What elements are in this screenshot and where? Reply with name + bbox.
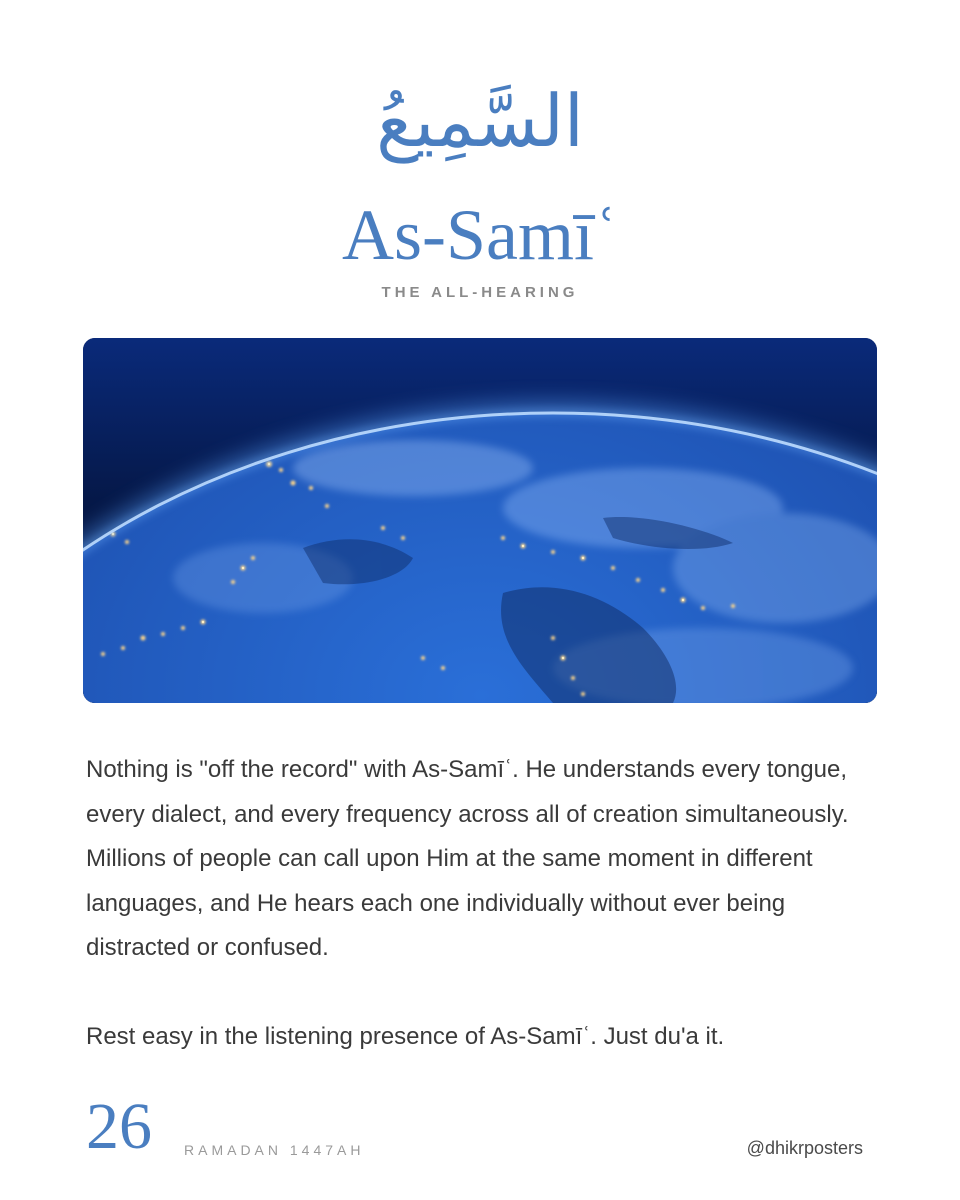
subtitle: THE ALL-HEARING <box>381 284 579 301</box>
latin-name: As-Samīʿ <box>342 195 618 275</box>
earth-at-night-icon <box>83 338 877 703</box>
arabic-name: السَّمِيعُ <box>376 79 584 163</box>
paragraph-2: Rest easy in the listening presence of As-Samīʿ. Just du'a it. <box>86 1022 725 1050</box>
social-handle: @dhikrposters <box>746 1138 863 1158</box>
paragraph-1: Nothing is "off the record" with As-Samīʿ. He understands every tongue, every dialect, and every frequency across all of creation simultaneously. Millions of people can call upon Him at the same moment in different languages, and He hears each one individually without ever being distracted or confused. <box>86 756 849 961</box>
ramadan-label: RAMADAN 1447AH <box>184 1142 365 1158</box>
body-text <box>86 748 886 1059</box>
day-number: 26 <box>86 1090 152 1163</box>
earth-image <box>83 338 877 703</box>
